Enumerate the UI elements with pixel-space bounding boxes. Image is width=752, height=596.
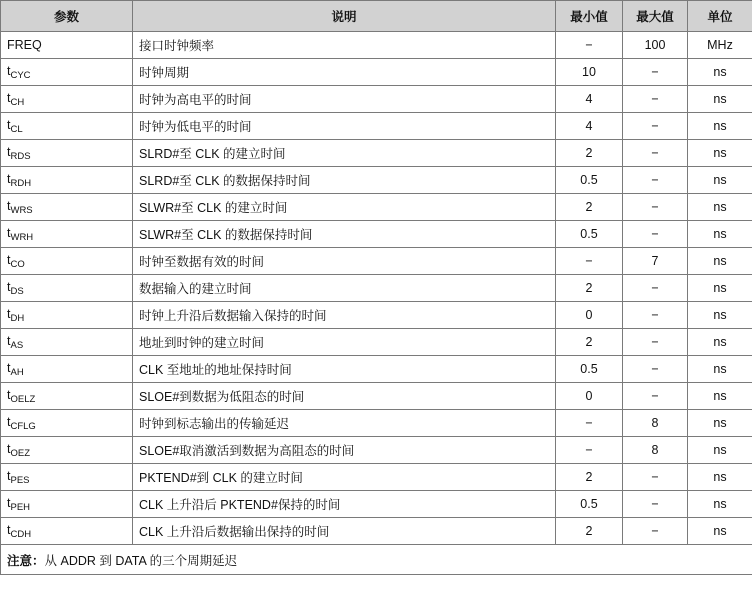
param-subscript: PES [10,474,30,486]
min-cell: 4 [556,86,623,113]
unit-cell: ns [688,248,752,275]
param-subscript: OEZ [10,447,31,459]
table-row [1,167,752,194]
table-row [1,248,752,275]
param-subscript: OELZ [10,393,36,405]
param-symbol: t [7,333,11,348]
max-cell: − [623,383,688,410]
param-cell [1,518,133,545]
description-cell: CLK 至地址的地址保持时间 [133,356,556,383]
min-cell: 0 [556,383,623,410]
param-cell [1,329,133,356]
min-cell: 4 [556,113,623,140]
param-subscript: AS [10,339,24,351]
max-cell: 7 [623,248,688,275]
table-row [1,194,752,221]
unit-cell: ns [688,221,752,248]
description-cell: 接口时钟频率 [133,32,556,59]
param-symbol: t [7,468,11,483]
unit-cell: ns [688,383,752,410]
min-cell: − [556,437,623,464]
description-cell: SLRD#至 CLK 的数据保持时间 [133,167,556,194]
header-min: 最小值 [556,1,623,32]
param-symbol: t [7,198,11,213]
description-cell: CLK 上升沿后数据输出保持的时间 [133,518,556,545]
description-cell: 时钟上升沿后数据输入保持的时间 [133,302,556,329]
unit-cell: ns [688,302,752,329]
table-row [1,86,752,113]
param-cell [1,86,133,113]
unit-cell: ns [688,437,752,464]
min-cell: 2 [556,194,623,221]
param-subscript: CDH [10,528,32,540]
param-subscript: DH [10,312,25,324]
max-cell: − [623,113,688,140]
unit-cell: ns [688,410,752,437]
max-cell: 100 [623,32,688,59]
unit-cell: MHz [688,32,752,59]
param-symbol: t [7,522,11,537]
max-cell: − [623,464,688,491]
param-symbol: t [7,252,11,267]
table-row [1,140,752,167]
param-cell [1,248,133,275]
table-row [1,464,752,491]
table-row [1,302,752,329]
min-cell: 2 [556,464,623,491]
param-subscript: CFLG [10,420,36,432]
unit-cell: ns [688,491,752,518]
unit-cell: ns [688,140,752,167]
param-cell [1,410,133,437]
min-cell: 0.5 [556,221,623,248]
max-cell: 8 [623,410,688,437]
param-subscript: WRS [10,204,33,216]
param-cell [1,140,133,167]
param-cell [1,302,133,329]
description-cell: 时钟到标志输出的传输延迟 [133,410,556,437]
param-cell [1,383,133,410]
param-symbol: t [7,225,11,240]
unit-cell: ns [688,275,752,302]
min-cell: − [556,32,623,59]
min-cell: 2 [556,329,623,356]
note-text: 从 ADDR 到 DATA 的三个周期延迟 [44,553,238,568]
param-subscript: WRH [10,231,34,243]
description-cell: SLWR#至 CLK 的数据保持时间 [133,221,556,248]
max-cell: − [623,194,688,221]
param-subscript: CL [10,123,23,135]
max-cell: − [623,356,688,383]
param-cell [1,194,133,221]
description-cell: 时钟至数据有效的时间 [133,248,556,275]
note-label: 注意： [7,553,45,568]
max-cell: − [623,329,688,356]
param-cell [1,437,133,464]
max-cell: − [623,221,688,248]
min-cell: 0.5 [556,356,623,383]
description-cell: 时钟为低电平的时间 [133,113,556,140]
description-cell: SLWR#至 CLK 的建立时间 [133,194,556,221]
description-cell: 时钟周期 [133,59,556,86]
max-cell: − [623,167,688,194]
max-cell: − [623,59,688,86]
param-cell [1,464,133,491]
note-cell [1,545,752,575]
max-cell: − [623,491,688,518]
param-subscript: DS [10,285,24,297]
max-cell: − [623,518,688,545]
min-cell: 2 [556,140,623,167]
param-cell [1,59,133,86]
unit-cell: ns [688,113,752,140]
param-symbol: t [7,495,11,510]
table-body [1,32,752,545]
param-subscript: AH [10,366,24,378]
min-cell: 0.5 [556,491,623,518]
unit-cell: ns [688,464,752,491]
param-cell [1,491,133,518]
param-cell [1,113,133,140]
param-subscript: CYC [10,69,31,81]
min-cell: 0 [556,302,623,329]
param-subscript: CH [10,96,25,108]
param-symbol: t [7,387,11,402]
unit-cell: ns [688,518,752,545]
note-row [1,545,752,575]
min-cell: − [556,410,623,437]
min-cell: 0.5 [556,167,623,194]
param-subscript: RDS [10,150,31,162]
header-row [1,1,752,32]
param-symbol: t [7,441,11,456]
param-symbol: t [7,306,11,321]
unit-cell: ns [688,167,752,194]
table-row [1,356,752,383]
table-row [1,59,752,86]
max-cell: 8 [623,437,688,464]
min-cell: − [556,248,623,275]
description-cell: 时钟为高电平的时间 [133,86,556,113]
table-row [1,383,752,410]
table-row [1,329,752,356]
description-cell: 地址到时钟的建立时间 [133,329,556,356]
param-symbol: t [7,90,11,105]
unit-cell: ns [688,59,752,86]
param-cell [1,32,133,59]
table-row [1,491,752,518]
description-cell: PKTEND#到 CLK 的建立时间 [133,464,556,491]
param-cell [1,275,133,302]
table-row [1,437,752,464]
header-param: 参数 [1,1,133,32]
max-cell: − [623,86,688,113]
param-symbol: t [7,63,11,78]
param-subscript: CO [10,258,25,270]
min-cell: 2 [556,275,623,302]
min-cell: 10 [556,59,623,86]
table-row [1,32,752,59]
description-cell: CLK 上升沿后 PKTEND#保持的时间 [133,491,556,518]
table-row [1,410,752,437]
table-row [1,275,752,302]
param-symbol: t [7,279,11,294]
header-max: 最大值 [623,1,688,32]
max-cell: − [623,275,688,302]
param-symbol: t [7,360,11,375]
param-subscript: PEH [10,501,31,513]
param-symbol: t [7,144,11,159]
max-cell: − [623,140,688,167]
description-cell: SLOE#到数据为低阻态的时间 [133,383,556,410]
param-subscript: RDH [10,177,32,189]
param-symbol: FREQ [7,38,42,52]
param-cell [1,167,133,194]
unit-cell: ns [688,356,752,383]
param-symbol: t [7,171,11,186]
param-symbol: t [7,414,11,429]
param-cell [1,221,133,248]
table-row [1,113,752,140]
description-cell: 数据输入的建立时间 [133,275,556,302]
max-cell: − [623,302,688,329]
description-cell: SLOE#取消激活到数据为高阻态的时间 [133,437,556,464]
header-unit: 单位 [688,1,752,32]
param-cell [1,356,133,383]
unit-cell: ns [688,86,752,113]
param-symbol: t [7,117,11,132]
table-row [1,221,752,248]
min-cell: 2 [556,518,623,545]
header-description: 说明 [133,1,556,32]
description-cell: SLRD#至 CLK 的建立时间 [133,140,556,167]
table-row [1,518,752,545]
unit-cell: ns [688,194,752,221]
unit-cell: ns [688,329,752,356]
